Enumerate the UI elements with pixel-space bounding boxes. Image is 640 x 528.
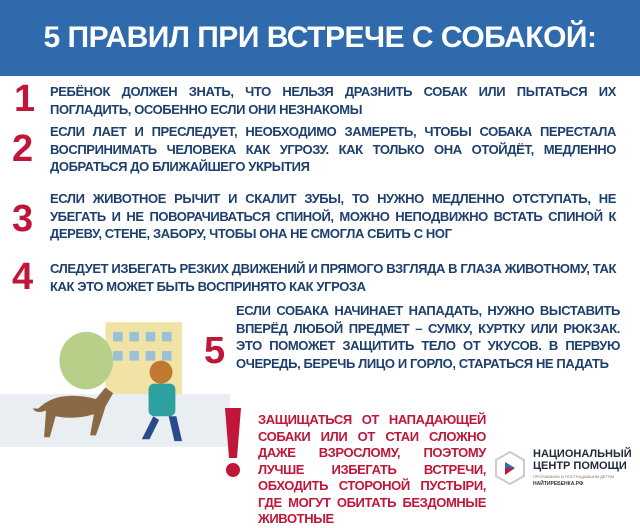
rule-text-2: ЕСЛИ ЛАЕТ И ПРЕСЛЕДУЕТ, НЕОБХОДИМО ЗАМЕРЕТЬ, ЧТОБЫ СОБАКА ПЕРЕСТАЛА ВОСПРИНИМАТЬ ЧЕЛОВЕКА КАК УГРОЗУ. КАК ТОЛЬКО ОНА ОТОЙДЁТ, МЕДЛЕННО ДОБРАТЬСЯ ДО БЛИЖАЙШЕГО УКРЫТИЯ bbox=[50, 124, 616, 174]
header-banner bbox=[0, 0, 640, 76]
logo-icon bbox=[493, 451, 527, 485]
logo bbox=[493, 448, 632, 487]
tree bbox=[59, 332, 113, 390]
warning-text: ЗАЩИЩАТЬСЯ ОТ НАПАДАЮЩЕЙ СОБАКИ ИЛИ ОТ СТАИ СЛОЖНО ДАЖЕ ВЗРОСЛОМУ, ПОЭТОМУ ЛУЧШЕ ИЗБЕГАТЬ ВСТРЕЧИ, ОБХОДИТЬ СТОРОНОЙ ПУСТЫРИ, ГДЕ МОГУТ ОБИТАТЬ БЕЗДОМНЫЕ ЖИВОТНЫЕ bbox=[258, 412, 486, 526]
rule-number-5: 5 bbox=[204, 330, 226, 372]
rule-number-2: 2 bbox=[12, 128, 34, 170]
page-title: 5 ПРАВИЛ ПРИ ВСТРЕЧЕ С СОБАКОЙ: bbox=[43, 21, 597, 54]
rule-number-3: 3 bbox=[12, 198, 34, 240]
rule-number-4: 4 bbox=[12, 256, 34, 298]
rule-text-4: СЛЕДУЕТ ИЗБЕГАТЬ РЕЗКИХ ДВИЖЕНИЙ И ПРЯМОГО ВЗГЛЯДА В ГЛАЗА ЖИВОТНОМУ, ТАК КАК ЭТО МОЖЕТ БЫТЬ ВОСПРИНЯТО КАК УГРОЗА bbox=[50, 261, 616, 294]
rule-number-1: 1 bbox=[14, 78, 36, 120]
exclamation-icon bbox=[222, 408, 244, 478]
logo-line1: НАЦИОНАЛЬНЫЙ bbox=[533, 448, 632, 460]
rule-text-5: ЕСЛИ СОБАКА НАЧИНАЕТ НАПАДАТЬ, НУЖНО ВЫСТАВИТЬ ВПЕРЁД ЛЮБОЙ ПРЕДМЕТ – СУМКУ, КУРТКУ ИЛИ РЮКЗАК. ЭТО ПОМОЖЕТ ЗАЩИТИТЬ ТЕЛО ОТ УКУСОВ. В ПЕРВУЮ ОЧЕРЕДЬ, БЕРЕЧЬ ЛИЦО И ГОРЛО, СТАРАТЬСЯ НЕ ПАДАТЬ bbox=[236, 303, 620, 371]
dog-and-child-illustration bbox=[0, 300, 230, 450]
logo-subtitle: ПРОПАВШИМ И ПОСТРАДАВШИМ ДЕТЯМ bbox=[533, 474, 615, 479]
logo-site: НАЙТИРЕБЕНКА.РФ bbox=[533, 481, 584, 487]
rule-text-3: ЕСЛИ ЖИВОТНОЕ РЫЧИТ И СКАЛИТ ЗУБЫ, ТО НУЖНО МЕДЛЕННО ОТСТУПАТЬ, НЕ УБЕГАТЬ И НЕ ПОВОРАЧИВАТЬСЯ СПИНОЙ, МОЖНО НЕПОДВИЖНО ВСТАТЬ СПИНОЙ К ДЕРЕВУ, СТЕНЕ, ЗАБОРУ, ЧТОБЫ ОНА НЕ СМОГЛА СБИТЬ С НОГ bbox=[50, 191, 616, 241]
child-head bbox=[150, 361, 173, 384]
rule-text-1: РЕБЁНОК ДОЛЖЕН ЗНАТЬ, ЧТО НЕЛЬЗЯ ДРАЗНИТЬ СОБАК ИЛИ ПЫТАТЬСЯ ИХ ПОГЛАДИТЬ, ОСОБЕННО ЕСЛИ ОНИ НЕЗНАКОМЫ bbox=[50, 84, 616, 117]
logo-line2: ЦЕНТР ПОМОЩИ bbox=[533, 460, 627, 472]
child-body bbox=[149, 384, 176, 417]
